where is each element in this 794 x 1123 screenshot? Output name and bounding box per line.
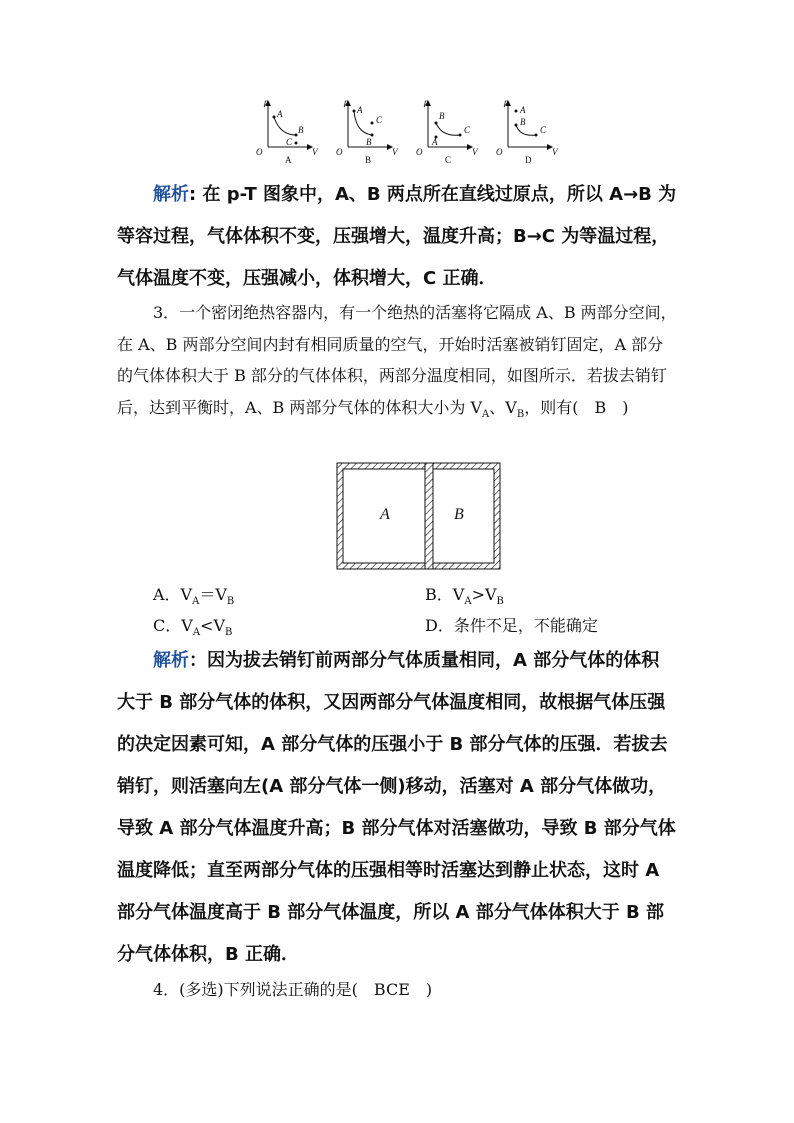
svg-text:A: A [520, 105, 526, 115]
container-figure [336, 462, 501, 570]
question-4: 4．(多选)下列说法正确的是( BCE ) [153, 980, 433, 999]
svg-text:A: A [432, 137, 438, 147]
option-a-text: A．V [153, 585, 193, 604]
svg-text:C: C [376, 115, 383, 125]
option-b-text: B．V [425, 585, 465, 604]
graph-c [416, 97, 479, 165]
svg-text:C: C [445, 155, 452, 165]
svg-text:B: B [520, 117, 526, 127]
svg-text:B: B [439, 111, 445, 121]
option-c: C．$V_A<V_B$ [153, 616, 233, 639]
analysis-label: 解析 [153, 184, 189, 205]
option-c-text: C．V [153, 616, 193, 635]
svg-text:A: A [285, 155, 292, 165]
svg-text:V: V [552, 147, 558, 157]
svg-text:V: V [392, 147, 398, 157]
pv-graphs-svg [250, 95, 580, 167]
graph-b [336, 97, 399, 165]
analysis-1 [117, 174, 677, 300]
graph-a [256, 97, 319, 165]
box-label-b: B [454, 506, 464, 523]
svg-text:C: C [464, 125, 471, 135]
svg-text:p: p [504, 97, 509, 107]
svg-text:O: O [416, 147, 423, 157]
option-b: B．$V_A>V_B$ [425, 585, 504, 608]
svg-text:D: D [525, 155, 532, 165]
question-3-text: 3．一个密闭绝热容器内，有一个绝热的活塞将它隔成 A、B 两部分空间，在 A、B 两部分空间内封有相同质量的空气，开始时活塞被销钉固定，A 部分的气体体积大于 B 部分的气体体积，两部分温度相同，如图所示．若拔去销钉后，达到平衡时，A、B 两部分气体的体积大小为 V [117, 303, 677, 417]
option-d-text: D．条件不足，不能确定 [425, 616, 598, 635]
analysis-2-label: 解析 [153, 650, 189, 671]
question-3-tail: ，则有( B ) [524, 397, 629, 417]
svg-text:A: A [357, 105, 363, 115]
svg-text:C: C [540, 125, 547, 135]
svg-text:B: B [366, 137, 372, 147]
svg-text:A: A [277, 109, 283, 119]
svg-text:p: p [424, 97, 429, 107]
svg-text:V: V [312, 147, 318, 157]
pv-graphs [250, 95, 580, 167]
question-3: 3．一个密闭绝热容器内，有一个绝热的活塞将它隔成 A、B 两部分空间，在 A、B 两部分空间内封有相同质量的空气，开始时活塞被销钉固定，A 部分的气体体积大于 B 部分的气体体积，两部分温度相同，如图所示．若拔去销钉后，达到平衡时，A、B 两部分气体的体积大小为 $V_A$、$V_B$，则有( B ) [117, 303, 677, 420]
analysis-2 [117, 640, 677, 976]
analysis-2-text: ：因为拔去销钉前两部分气体质量相同，A 部分气体的体积大于 B 部分气体的体积，又因两部分气体温度相同，故根据气体压强的决定因素可知，A 部分气体的压强小于 B 部分气体的压强．若拔去销钉，则活塞向左(A 部分气体一侧)移动，活塞对 A 部分气体做功，导致 A 部分气体温度升高；B 部分气体对活塞做功，导致 B 部分气体温度降低；直至两部分气体的压强相等时活塞达到静止状态，这时 A 部分气体温度高于 B 部分气体温度，所以 A 部分气体体积大于 B 部分气体体积，B 正确． [117, 650, 676, 965]
svg-text:O: O [496, 147, 503, 157]
svg-text:p: p [264, 97, 269, 107]
option-a: A．$V_A=V_B$ [153, 585, 235, 608]
svg-text:B: B [365, 155, 372, 165]
svg-text:B: B [298, 125, 304, 135]
option-d [425, 613, 598, 636]
box-label-a: A [380, 506, 390, 523]
svg-text:C: C [286, 137, 293, 147]
svg-text:p: p [344, 97, 349, 107]
svg-text:O: O [336, 147, 343, 157]
svg-text:O: O [256, 147, 263, 157]
graph-d [496, 97, 559, 165]
svg-text:V: V [472, 147, 478, 157]
analysis-text: : 在 p-T 图象中，A、B 两点所在直线过原点，所以 A→B 为等容过程，气体体积不变，压强增大，温度升高；B→C 为等温过程，气体温度不变，压强减小，体积增大，C 正确． [117, 184, 677, 289]
